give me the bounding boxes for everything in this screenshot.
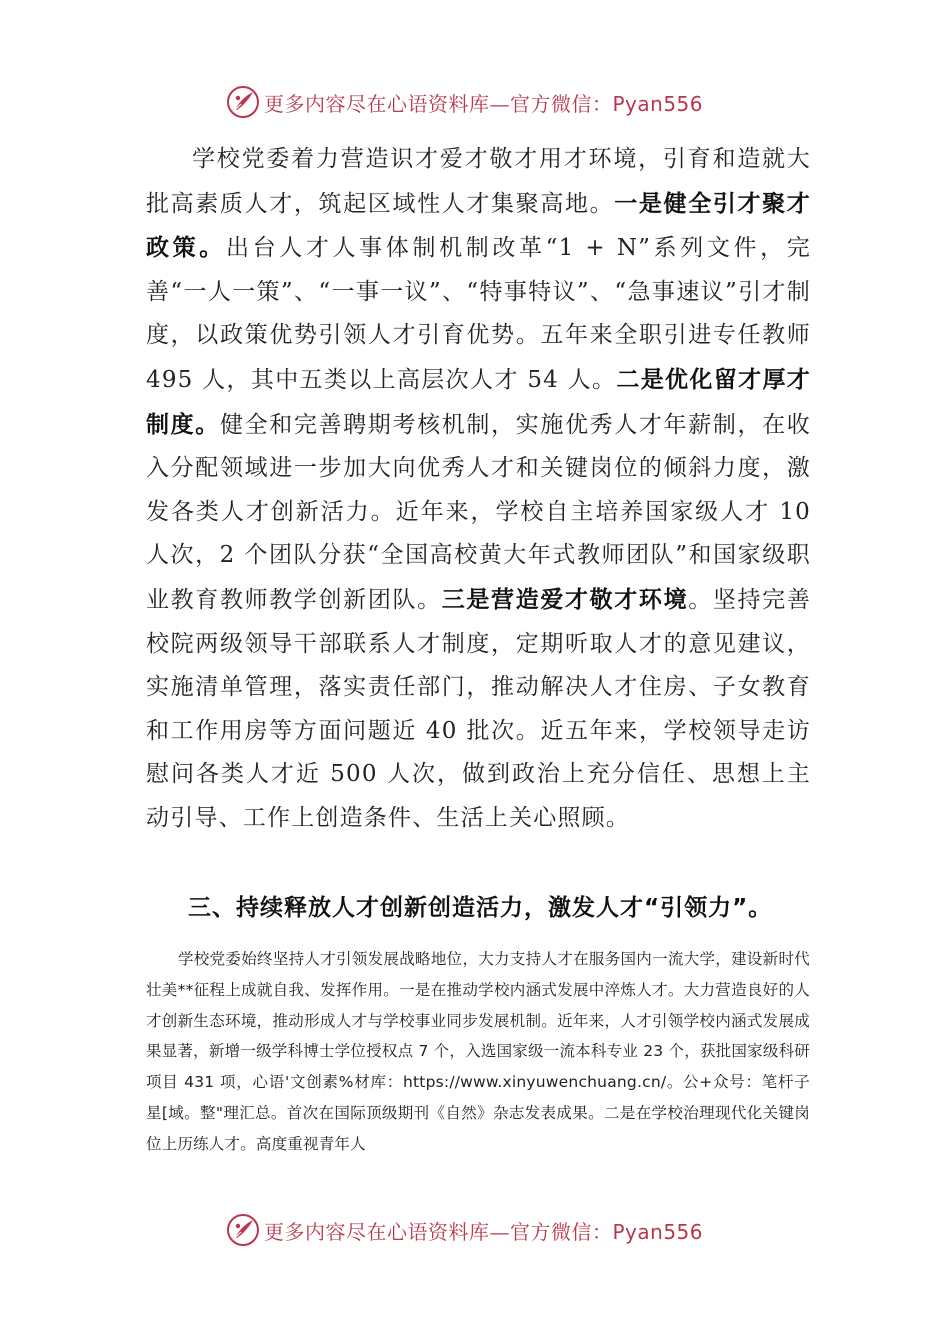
bold-point-1: 一是健全引才聚才政策。 xyxy=(146,189,811,262)
wechat-id: Pyan556 xyxy=(612,91,704,116)
quill-pen-logo-icon xyxy=(226,85,260,119)
header-watermark xyxy=(226,84,726,120)
wechat-id: Pyan556 xyxy=(612,1219,704,1244)
footer-watermark xyxy=(226,1212,726,1248)
watermark-text: 更多内容尽在心语资料库—官方微信：Pyan556 xyxy=(264,91,704,116)
section-heading-3: 三、持续释放人才创新创造活力，激发人才“引领力”。 xyxy=(188,895,773,921)
quill-pen-logo-icon xyxy=(226,1213,260,1247)
innovation-paragraph: 学校党委始终坚持人才引领发展战略地位，大力支持人才在服务国内一流大学，建设新时代壮美**征程上成就自我、发挥作用。一是在推动学校内涵式发展中淬炼人才。大力营造良好的人才创新生态环境，推动形成人才与学校事业同步发展机制。近年来，人才引领学校内涵式发展成果显著，新增一级学科博士学位授权点 7 个，入选国家级一流本科专业 23 个，获批国家级科研项目 431 项，心语'文创素%材库：https://www.xinyuwenchuang.cn/。公+众号：笔杆子星[域。整"理汇总。首次在国际顶级期刊《自然》杂志发表成果。二是在学校治理现代化关键岗位上历练人才。高度重视青年人 xyxy=(146,950,810,1153)
talent-environment-paragraph: 学校党委着力营造识才爱才敬才用才环境，引育和造就大批高素质人才，筑起区域性人才集聚高地。一是健全引才聚才政策。出台人才人事体制机制改革“1 + N”系列文件，完善“一人一策”、“一事一议”、“特事特议”、“急事速议”引才制度，以政策优势引领人才引育优势。五年来全职引进专任教师 495 人，其中五类以上高层次人才 54 人。二是优化留才厚才制度。健全和完善聘期考核机制，实施优秀人才年薪制，在收入分配领域进一步加大向优秀人才和关键岗位的倾斜力度，激发各类人才创新活力。近年来，学校自主培养国家级人才 10 人次，2 个团队分获“全国高校黄大年式教师团队”和国家级职业教育教师教学创新团队。三是营造爱才敬才环境。坚持完善校院两级领导干部联系人才制度，定期听取人才的意见建议，实施清单管理，落实责任部门，推动解决人才住房、子女教育和工作用房等方面问题近 40 批次。近五年来，学校领导走访慰问各类人才近 500 人次，做到政治上充分信任、思想上主动引导、工作上创造条件、生活上关心照顾。 xyxy=(146,146,812,831)
bold-point-3: 三是营造爱才敬才环境 xyxy=(441,585,689,613)
bold-point-2: 二是优化留才厚才制度。 xyxy=(146,365,811,438)
watermark-text: 更多内容尽在心语资料库—官方微信：Pyan556 xyxy=(264,1219,704,1244)
